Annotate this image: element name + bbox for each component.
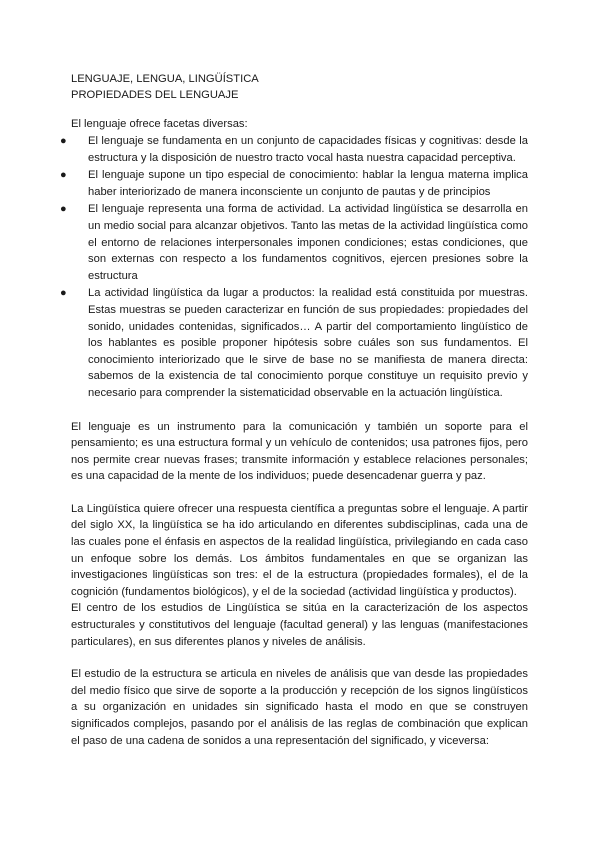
paragraph-structure: El estudio de la estructura se articula en niveles de análisis que van desde las propiedades del medio físico que sirve de soporte a la producción y recepción de los signos lingüísticos a su organización en unidades sin significado hasta el modo en que se construyen significados complejos, pasando por el análisis de las reglas de combinación que explican el paso de una cadena de sonidos a una representación del significado, y viceversa:: [71, 668, 528, 747]
list-item: [60, 201, 528, 284]
paragraph-linguistics: La Lingüística quiere ofrecer una respuesta científica a preguntas sobre el lenguaje. A partir del siglo XX, la lingüística se ha ido articulando en diferentes subdisciplinas, cada una de las cuales pone el énfasis en aspectos de la realidad lingüística, privilegiando en cada caso un enfoque sobre los demás. Los ámbitos fundamentales en que se organizan las investigaciones lingüísticas son tres: el de la estructura (propiedades formales), el de la cognición (fundamentos biológicos), y el de la sociedad (actividad lingüística y productos).: [71, 502, 528, 598]
paragraph-center: El centro de los estudios de Lingüística se sitúa en la caracterización de los aspectos estructurales y constitutivos del lenguaje (facultad general) y las lenguas (manifestaciones particulares), en sus diferentes planos y niveles de análisis.: [71, 602, 528, 648]
list-item-text: El lenguaje supone un tipo especial de conocimiento: hablar la lengua materna implica haber interiorizado de manera inconsciente un conjunto de pautas y de principios: [88, 169, 528, 198]
bullet-icon: ●: [60, 135, 67, 147]
list-item-text: El lenguaje representa una forma de actividad. La actividad lingüística se desarrolla en un medio social para alcanzar objetivos. Tanto las metas de la actividad lingüística como el entorno de relaciones interpersonales imponen condiciones; estas condiciones, que son externas con respecto a los fundamentos cognitivos, ejercen presiones sobre la estructura: [88, 203, 528, 282]
facets-list: [60, 133, 528, 402]
list-item-text: La actividad lingüística da lugar a productos: la realidad está constituida por muestras. Estas muestras se pueden caracterizar en función de sus propiedades: propiedades del sonido, unidades contenidas, significados… A partir del comportamiento lingüístico de los hablantes es posible proponer hipótesis sobre cuáles son sus fundamentos. El conocimiento interiorizado que le sirve de base no se manifiesta de manera directa: sabemos de la existencia de tal conocimiento porque constituye un requisito previo y necesario para comprender la sistematicidad observable en la actuación lingüística.: [88, 287, 528, 399]
list-item: [60, 167, 528, 200]
document-title: LENGUAJE, LENGUA, LINGÜÍSTICA: [71, 73, 259, 85]
list-item: [60, 133, 528, 166]
bullet-icon: ●: [60, 203, 67, 216]
intro-text: El lenguaje ofrece facetas diversas:: [71, 118, 248, 130]
list-item: [60, 285, 528, 401]
bullet-icon: ●: [60, 287, 67, 300]
document-subtitle: PROPIEDADES DEL LENGUAJE: [71, 88, 239, 101]
paragraph-instrument: El lenguaje es un instrumento para la comunicación y también un soporte para el pensamiento; es una estructura formal y un vehículo de contenidos; usa patrones fijos, pero nos permite crear nuevas frases; transmite información y establece relaciones personales; es una capacidad de la mente de los individuos; puede desencadenar guerra y paz.: [71, 420, 528, 483]
bullet-icon: ●: [60, 169, 67, 182]
list-item-text: El lenguaje se fundamenta en un conjunto de capacidades físicas y cognitivas: desde la estructura y la disposición de nuestro tracto vocal hasta nuestra capacidad perceptiva.: [88, 135, 528, 164]
document-header: [71, 72, 528, 103]
